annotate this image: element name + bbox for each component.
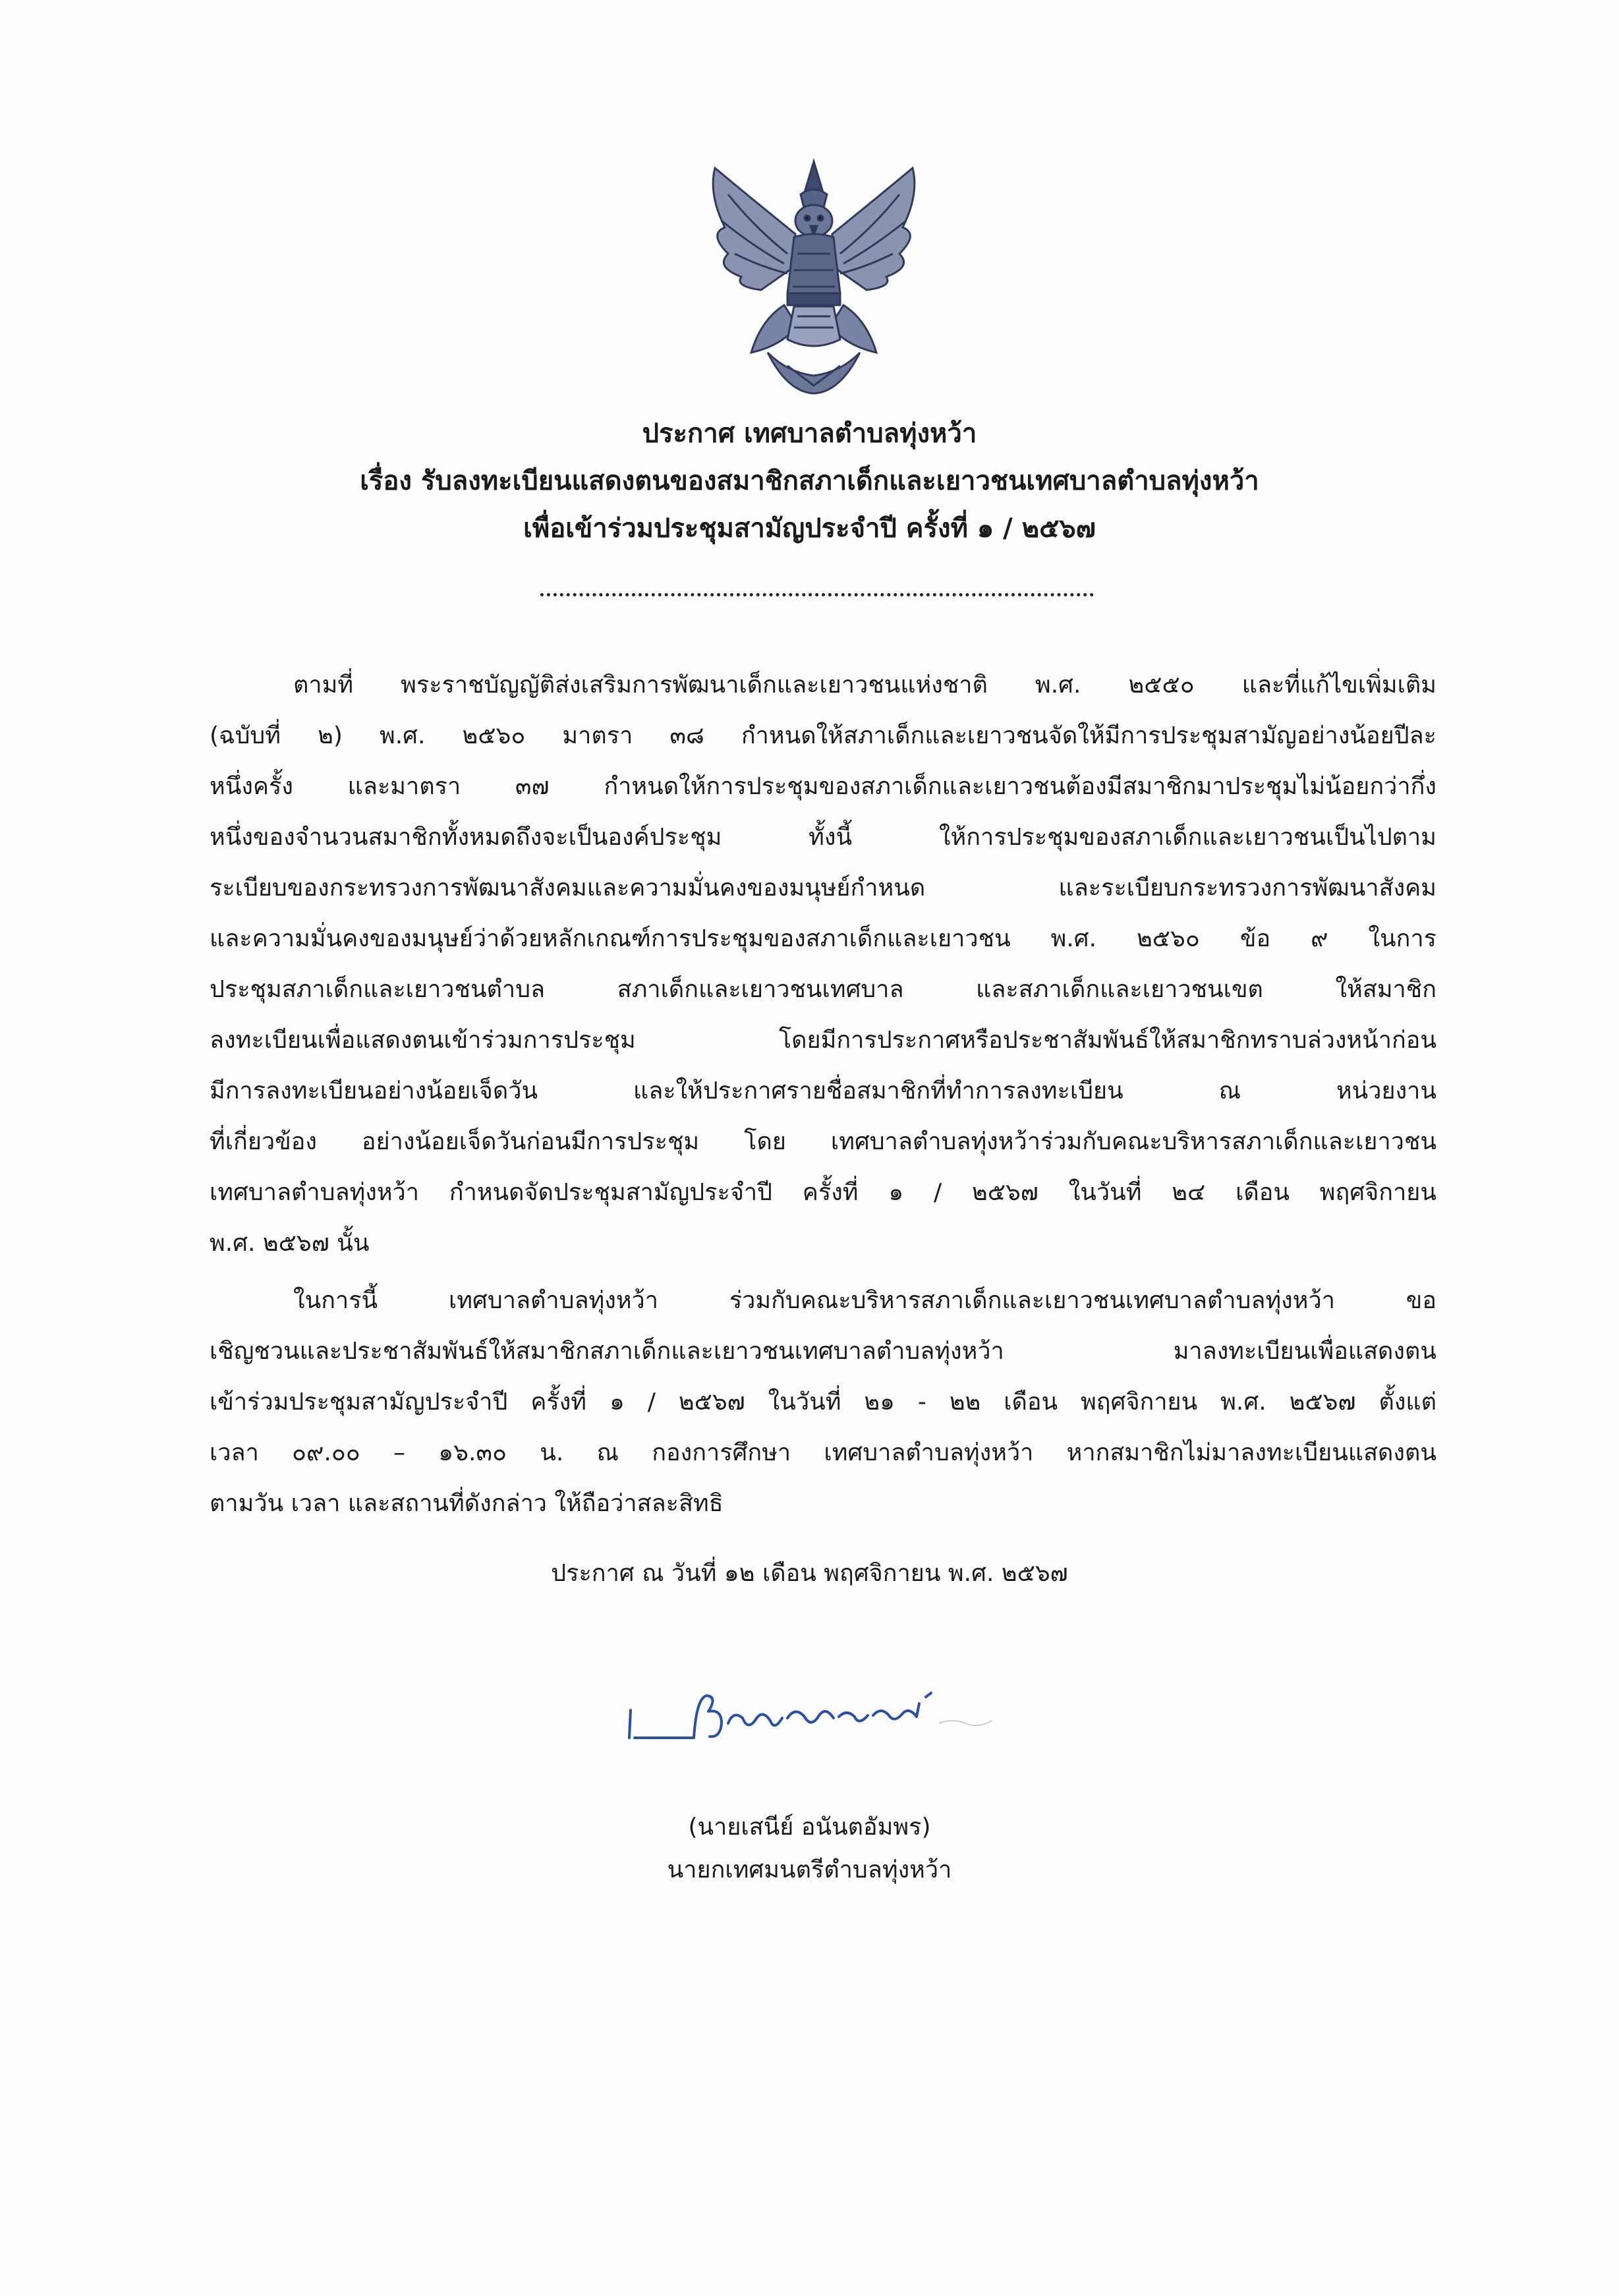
paragraph1-line: ลงทะเบียนเพื่อแสดงตนเข้าร่วมการประชุม โดยมีการประกาศหรือประชาสัมพันธ์ให้สมาชิกทราบล่วงหน้าก่อน xyxy=(210,1027,1436,1054)
paragraph1-line: มีการลงทะเบียนอย่างน้อยเจ็ดวัน และให้ประกาศรายชื่อสมาชิกที่ทำการลงทะเบียน ณ หน่วยงาน xyxy=(210,1077,1436,1105)
dotted-separator xyxy=(540,593,1094,596)
paragraph1-line: ตามที่ พระราชบัญญัติส่งเสริมการพัฒนาเด็กและเยาวชนแห่งชาติ พ.ศ. ๒๕๕๐ และที่แก้ไขเพิ่มเติม xyxy=(293,672,1436,699)
paragraph2-line: ตามวัน เวลา และสถานที่ดังกล่าว ให้ถือว่าสละสิทธิ xyxy=(210,1490,724,1517)
paragraph1-line: ประชุมสภาเด็กและเยาวชนตำบล สภาเด็กและเยาวชนเทศบาล และสภาเด็กและเยาวชนเขต ให้สมาชิก xyxy=(210,976,1436,1003)
paragraph2-line: ในการนี้ เทศบาลตำบลทุ่งหว้า ร่วมกับคณะบริหารสภาเด็กและเยาวชนเทศบาลตำบลทุ่งหว้า ขอ xyxy=(293,1287,1436,1314)
announcement-subject: เรื่อง รับลงทะเบียนแสดงตนของสมาชิกสภาเด็กและเยาวชนเทศบาลตำบลทุ่งหว้า xyxy=(360,466,1259,496)
signatory-position: นายกเทศมนตรีตำบลทุ่งหว้า xyxy=(667,1856,952,1883)
paragraph1-line: หนึ่งครั้ง และมาตรา ๓๗ กำหนดให้การประชุมของสภาเด็กและเยาวชนต้องมีสมาชิกมาประชุมไม่น้อยกว่ากึ่ง xyxy=(210,773,1436,800)
signatory-name: (นายเสนีย์ อนันตอัมพร) xyxy=(688,1814,931,1841)
paragraph2-line: เวลา ๐๙.๐๐ – ๑๖.๓๐ น. ณ กองการศึกษา เทศบาลตำบลทุ่งหว้า หากสมาชิกไม่มาลงทะเบียนแสดงตน xyxy=(210,1439,1436,1466)
announcement-title: ประกาศ เทศบาลตำบลทุ่งหว้า xyxy=(642,418,977,449)
paragraph2-line: เข้าร่วมประชุมสามัญประจำปี ครั้งที่ ๑ / ๒๕๖๗ ในวันที่ ๒๑ - ๒๒ เดือน พฤศจิกายน พ.ศ. ๒๕๖๗ ตั้งแต่ xyxy=(210,1389,1436,1416)
paragraph2-line: เชิญชวนและประชาสัมพันธ์ให้สมาชิกสภาเด็กและเยาวชนเทศบาลตำบลทุ่งหว้า มาลงทะเบียนเพื่อแสดงตน xyxy=(210,1338,1436,1365)
paragraph1-line: เทศบาลตำบลทุ่งหว้า กำหนดจัดประชุมสามัญประจำปี ครั้งที่ ๑ / ๒๕๖๗ ในวันที่ ๒๔ เดือน พฤศจิกายน xyxy=(210,1179,1436,1206)
signature-icon xyxy=(623,1677,1005,1750)
paragraph1-line: (ฉบับที่ ๒) พ.ศ. ๒๕๖๐ มาตรา ๓๘ กำหนดให้สภาเด็กและเยาวชนจัดให้มีการประชุมสามัญอย่างน้อยปีละ xyxy=(210,722,1436,749)
announcement-date: ประกาศ ณ วันที่ ๑๒ เดือน พฤศจิกายน พ.ศ. ๒๕๖๗ xyxy=(551,1560,1068,1587)
paragraph1-line: พ.ศ. ๒๕๖๗ นั้น xyxy=(210,1230,370,1257)
paragraph1-line: ที่เกี่ยวข้อง อย่างน้อยเจ็ดวันก่อนมีการประชุม โดย เทศบาลตำบลทุ่งหว้าร่วมกับคณะบริหารสภาเด็กและเยาวชน xyxy=(210,1128,1436,1155)
announcement-meeting: เพื่อเข้าร่วมประชุมสามัญประจำปี ครั้งที่ ๑ / ๒๕๖๗ xyxy=(523,513,1096,544)
garuda-emblem-icon xyxy=(689,155,939,399)
paragraph1-line: หนึ่งของจำนวนสมาชิกทั้งหมดถึงจะเป็นองค์ประชุม ทั้งนี้ ให้การประชุมของสภาเด็กและเยาวชนเป็นไปตาม xyxy=(210,824,1436,851)
paragraph1-line: และความมั่นคงของมนุษย์ว่าด้วยหลักเกณฑ์การประชุมของสภาเด็กและเยาวชน พ.ศ. ๒๕๖๐ ข้อ ๙ ในการ xyxy=(210,925,1436,952)
paragraph1-line: ระเบียบของกระทรวงการพัฒนาสังคมและความมั่นคงของมนุษย์กำหนด และระเบียบกระทรวงการพัฒนาสังคม xyxy=(210,875,1436,902)
